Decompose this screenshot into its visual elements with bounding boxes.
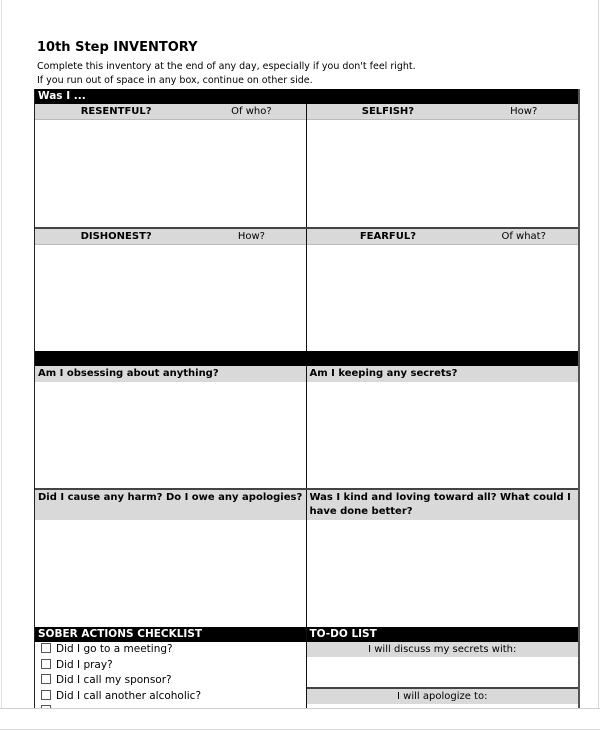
prompt-label: How? (237, 231, 265, 242)
page-title: 10th Step INVENTORY (37, 40, 198, 55)
checkbox-icon[interactable] (41, 674, 51, 684)
harm-cell (35, 490, 307, 627)
checklist-item[interactable]: Did I call my sponsor? (35, 673, 306, 689)
resentful-answer-box[interactable] (35, 120, 306, 227)
form-row (35, 366, 578, 488)
todo-prompt: I will discuss my secrets with: (307, 642, 579, 657)
fearful-cell (307, 229, 579, 351)
form-row (35, 227, 578, 351)
prompt-label: Of what? (501, 231, 546, 242)
instructions (37, 60, 416, 88)
prompt-label: Of who? (231, 106, 272, 117)
form-row (35, 104, 578, 227)
question-label: SELFISH? (361, 106, 415, 117)
section-divider-bar (35, 351, 578, 366)
secrets-answer-box[interactable] (307, 382, 579, 488)
instruction-line: Complete this inventory at the end of any day, especially if you don't feel right. (37, 61, 416, 72)
kindness-answer-box[interactable] (307, 520, 579, 627)
checklist-title: SOBER ACTIONS CHECKLIST (35, 627, 306, 642)
question-label: Am I obsessing about anything? (35, 366, 306, 382)
dishonest-cell (35, 229, 307, 351)
checklist-item[interactable]: Did I call another alcoholic? (35, 689, 306, 705)
selfish-answer-box[interactable] (307, 120, 579, 227)
checklist-cell (35, 627, 307, 708)
todo-cell (307, 627, 579, 708)
discuss-secrets-answer-box[interactable] (307, 657, 579, 689)
checkbox-icon[interactable] (41, 659, 51, 669)
checkbox-icon[interactable] (41, 690, 51, 700)
question-label: DISHONEST? (80, 231, 152, 242)
secrets-cell (307, 366, 579, 488)
question-label: Am I keeping any secrets? (307, 366, 579, 382)
section-header-was-i: Was I ... (35, 89, 578, 104)
question-label: FEARFUL? (359, 231, 417, 242)
question-label: Was I kind and loving toward all? What could I have done better? (307, 490, 579, 520)
obsessing-answer-box[interactable] (35, 382, 306, 488)
inventory-form (34, 89, 580, 708)
checklist-item[interactable]: Did I pray? (35, 658, 306, 674)
checklist-item[interactable]: Did I go to a meeting? (35, 642, 306, 658)
question-label: RESENTFUL? (80, 106, 152, 117)
kindness-cell (307, 490, 579, 627)
document-page (1, 0, 599, 708)
checkbox-icon[interactable] (41, 643, 51, 653)
selfish-cell (307, 104, 579, 227)
prompt-label: How? (510, 106, 538, 117)
page-gap (0, 708, 600, 730)
form-row (35, 488, 578, 627)
fearful-answer-box[interactable] (307, 245, 579, 351)
harm-answer-box[interactable] (35, 520, 306, 627)
obsessing-cell (35, 366, 307, 488)
instruction-line: If you run out of space in any box, continue on other side. (37, 75, 313, 86)
question-label: Did I cause any harm? Do I owe any apologies? (35, 490, 306, 520)
todo-prompt: I will apologize to: (307, 689, 579, 704)
form-row (35, 627, 578, 708)
todo-title: TO-DO LIST (307, 627, 579, 642)
resentful-cell (35, 104, 307, 227)
dishonest-answer-box[interactable] (35, 245, 306, 351)
